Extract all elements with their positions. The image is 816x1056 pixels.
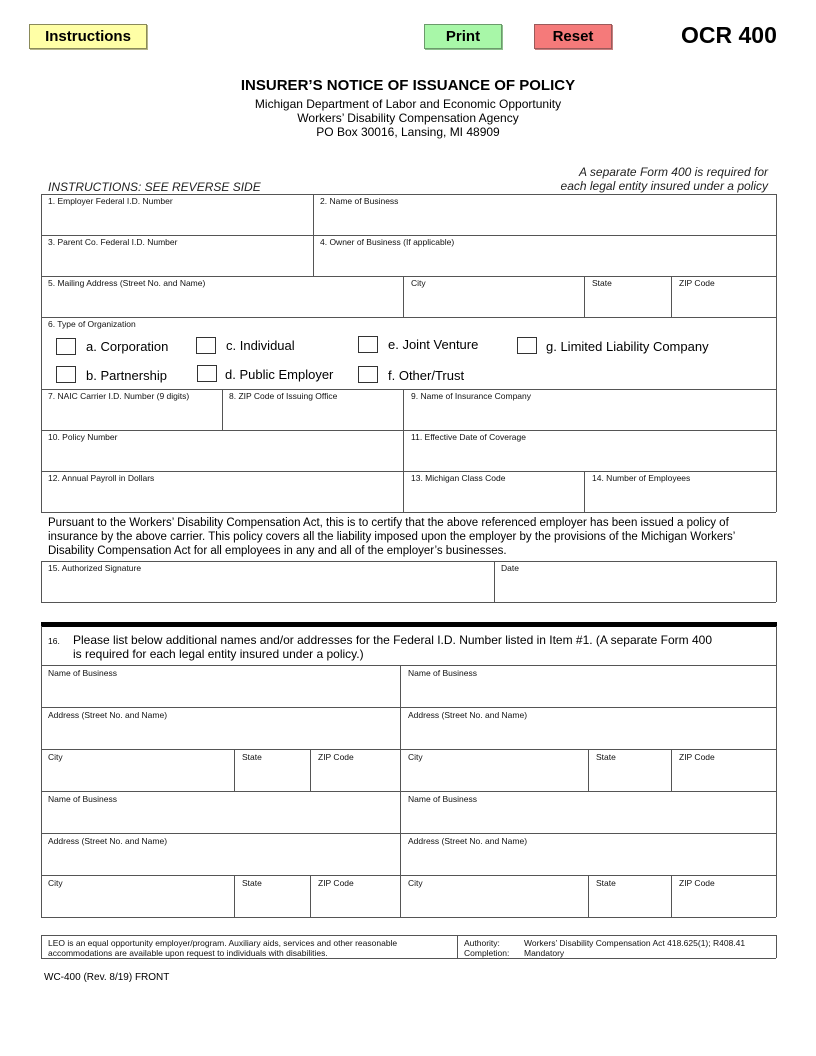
extra4-state-input[interactable] bbox=[591, 890, 669, 915]
class-code-label: 13. Michigan Class Code bbox=[411, 473, 506, 483]
extra4-city-input[interactable] bbox=[403, 890, 586, 915]
extra3-name-label: Name of Business bbox=[48, 794, 117, 804]
option-other-trust-label: f. Other/Trust bbox=[388, 368, 465, 383]
policy-number-input[interactable] bbox=[44, 444, 400, 469]
page-title: INSURER’S NOTICE OF ISSUANCE OF POLICY bbox=[240, 77, 576, 94]
section16-instruction-1: Please list below additional names and/or addresses for the Federal I.D. Number listed in Item #1. (A separate Form 400 bbox=[73, 633, 712, 647]
signature-input[interactable] bbox=[44, 575, 491, 600]
parent-fein-input[interactable] bbox=[44, 249, 310, 274]
mailing-state-input[interactable] bbox=[587, 290, 669, 315]
extra4-name-input[interactable] bbox=[403, 806, 773, 831]
annual-payroll-label: 12. Annual Payroll in Dollars bbox=[48, 473, 155, 483]
extra3-name-input[interactable] bbox=[44, 806, 397, 831]
extra1-address-input[interactable] bbox=[44, 722, 397, 747]
extra2-name-label: Name of Business bbox=[408, 668, 477, 678]
completion-label: Completion: bbox=[464, 948, 510, 958]
checkbox-joint-venture[interactable] bbox=[358, 336, 378, 353]
extra1-name-label: Name of Business bbox=[48, 668, 117, 678]
employee-count-input[interactable] bbox=[587, 485, 774, 510]
mailing-zip-input[interactable] bbox=[674, 290, 774, 315]
extra2-city-input[interactable] bbox=[403, 764, 586, 789]
form-code: OCR 400 bbox=[681, 22, 777, 48]
extra3-state-input[interactable] bbox=[237, 890, 308, 915]
business-name-label: 2. Name of Business bbox=[320, 196, 399, 206]
business-owner-input[interactable] bbox=[316, 249, 773, 274]
extra2-state-input[interactable] bbox=[591, 764, 669, 789]
extra4-zip-input[interactable] bbox=[674, 890, 774, 915]
extra1-state-label: State bbox=[242, 752, 262, 762]
leo-statement-1: LEO is an equal opportunity employer/program. Auxiliary aids, services and other reasonable bbox=[48, 938, 398, 948]
class-code-input[interactable] bbox=[406, 485, 581, 510]
checkbox-partnership[interactable] bbox=[56, 366, 76, 383]
signature-date-input[interactable] bbox=[497, 575, 774, 600]
option-llc-label: g. Limited Liability Company bbox=[546, 339, 709, 354]
effective-date-input[interactable] bbox=[406, 444, 773, 469]
certification-text: Pursuant to the Workers’ Disability Compensation Act, this is to certify that the above referenced employer has been issued a policy of insurance by the above carrier. This policy covers all the liability imposed upon the employer by the provisions of the Michigan Workers’ Disability Compensation Act for all employees in any and all of the employer’s businesses. bbox=[48, 517, 735, 557]
checkbox-other-trust[interactable] bbox=[358, 366, 378, 383]
insurance-company-label: 9. Name of Insurance Company bbox=[411, 391, 532, 401]
checkbox-corporation[interactable] bbox=[56, 338, 76, 355]
agency-address: PO Box 30016, Lansing, MI 48909 bbox=[316, 125, 500, 139]
employee-count-label: 14. Number of Employees bbox=[592, 473, 691, 483]
extra1-city-label: City bbox=[48, 752, 63, 762]
mailing-zip-label: ZIP Code bbox=[679, 278, 715, 288]
checkbox-llc[interactable] bbox=[517, 337, 537, 354]
extra4-name-label: Name of Business bbox=[408, 794, 477, 804]
business-owner-label: 4. Owner of Business (If applicable) bbox=[320, 237, 455, 247]
separate-form-note-1: A separate Form 400 is required for bbox=[579, 165, 768, 179]
naic-id-label: 7. NAIC Carrier I.D. Number (9 digits) bbox=[48, 391, 190, 401]
extra3-zip-label: ZIP Code bbox=[318, 878, 354, 888]
effective-date-label: 11. Effective Date of Coverage bbox=[411, 432, 526, 442]
agency-name: Workers’ Disability Compensation Agency bbox=[297, 111, 519, 125]
extra3-address-label: Address (Street No. and Name) bbox=[48, 836, 168, 846]
option-corporation-label: a. Corporation bbox=[86, 339, 169, 354]
extra2-address-label: Address (Street No. and Name) bbox=[408, 710, 528, 720]
extra2-zip-input[interactable] bbox=[674, 764, 774, 789]
naic-id-input[interactable] bbox=[44, 403, 220, 428]
extra1-city-input[interactable] bbox=[44, 764, 232, 789]
extra2-state-label: State bbox=[596, 752, 616, 762]
insurance-company-input[interactable] bbox=[406, 403, 773, 428]
option-individual-label: c. Individual bbox=[226, 338, 295, 353]
mailing-address-input[interactable] bbox=[44, 290, 400, 315]
extra1-zip-input[interactable] bbox=[313, 764, 398, 789]
organization-type-label: 6. Type of Organization bbox=[48, 319, 136, 329]
checkbox-individual[interactable] bbox=[196, 337, 216, 354]
section16-instruction-2: is required for each legal entity insured under a policy.) bbox=[73, 647, 364, 661]
mailing-state-label: State bbox=[592, 278, 612, 288]
parent-fein-label: 3. Parent Co. Federal I.D. Number bbox=[48, 237, 178, 247]
extra2-address-input[interactable] bbox=[403, 722, 773, 747]
employer-fein-input[interactable] bbox=[44, 208, 310, 233]
extra3-city-input[interactable] bbox=[44, 890, 232, 915]
extra2-zip-label: ZIP Code bbox=[679, 752, 715, 762]
option-joint-venture-label: e. Joint Venture bbox=[388, 337, 479, 352]
form-revision: WC-400 (Rev. 8/19) FRONT bbox=[44, 972, 170, 983]
section16-number: 16. bbox=[48, 636, 60, 646]
extra1-state-input[interactable] bbox=[237, 764, 308, 789]
signature-date-label: Date bbox=[501, 563, 519, 573]
option-public-employer-label: d. Public Employer bbox=[225, 367, 334, 382]
issuing-zip-label: 8. ZIP Code of Issuing Office bbox=[229, 391, 338, 401]
policy-number-label: 10. Policy Number bbox=[48, 432, 118, 442]
leo-statement-2: accommodations are available upon request to individuals with disabilities. bbox=[48, 948, 328, 958]
print-button[interactable]: Print bbox=[424, 24, 502, 49]
extra3-address-input[interactable] bbox=[44, 848, 397, 873]
extra3-state-label: State bbox=[242, 878, 262, 888]
extra3-zip-input[interactable] bbox=[313, 890, 398, 915]
mailing-address-label: 5. Mailing Address (Street No. and Name) bbox=[48, 278, 206, 288]
extra2-city-label: City bbox=[408, 752, 423, 762]
issuing-zip-input[interactable] bbox=[225, 403, 401, 428]
annual-payroll-input[interactable] bbox=[44, 485, 400, 510]
mailing-city-input[interactable] bbox=[406, 290, 581, 315]
extra4-address-input[interactable] bbox=[403, 848, 773, 873]
extra1-address-label: Address (Street No. and Name) bbox=[48, 710, 168, 720]
extra4-state-label: State bbox=[596, 878, 616, 888]
reset-button[interactable]: Reset bbox=[534, 24, 612, 49]
business-name-input[interactable] bbox=[316, 208, 773, 233]
signature-label: 15. Authorized Signature bbox=[48, 563, 142, 573]
checkbox-public-employer[interactable] bbox=[197, 365, 217, 382]
authority-label: Authority: bbox=[464, 938, 500, 948]
extra3-city-label: City bbox=[48, 878, 63, 888]
extra1-zip-label: ZIP Code bbox=[318, 752, 354, 762]
extra4-address-label: Address (Street No. and Name) bbox=[408, 836, 528, 846]
extra4-zip-label: ZIP Code bbox=[679, 878, 715, 888]
option-partnership-label: b. Partnership bbox=[86, 368, 167, 383]
section-divider bbox=[41, 622, 777, 627]
instructions-note: INSTRUCTIONS: SEE REVERSE SIDE bbox=[48, 180, 261, 194]
completion-value: Mandatory bbox=[524, 948, 565, 958]
extra1-name-input[interactable] bbox=[44, 680, 397, 705]
separate-form-note-2: each legal entity insured under a policy bbox=[560, 179, 768, 193]
mailing-city-label: City bbox=[411, 278, 426, 288]
authority-value: Workers’ Disability Compensation Act 418.625(1); R408.41 bbox=[524, 938, 746, 948]
extra4-city-label: City bbox=[408, 878, 423, 888]
instructions-button[interactable]: Instructions bbox=[29, 24, 147, 49]
extra2-name-input[interactable] bbox=[403, 680, 773, 705]
employer-fein-label: 1. Employer Federal I.D. Number bbox=[48, 196, 173, 206]
department-name: Michigan Department of Labor and Economic Opportunity bbox=[254, 97, 562, 111]
